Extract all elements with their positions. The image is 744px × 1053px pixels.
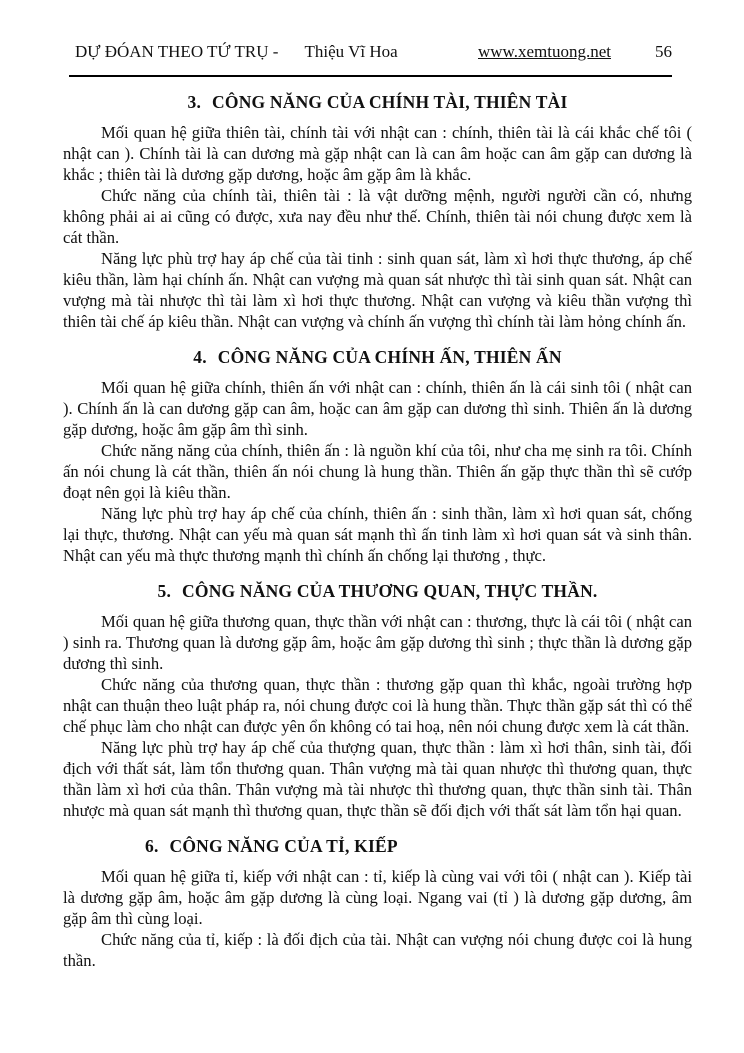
page-number: 56	[655, 42, 672, 61]
author-name: Thiệu Vĩ Hoa	[304, 42, 398, 61]
section-3-number: 3.	[187, 92, 202, 112]
paragraph: Năng lực phù trợ hay áp chế của chính, thiên ấn : sinh thần, làm xì hơi quan sát, chống lại thực, thương. Nhật can yếu mà quan sát mạnh thì ấn tinh làm xì hơi quan sát và sinh thân. Nhật can yếu mà thực thương mạnh thì chính ấn chống lại thương , thực.	[63, 504, 692, 565]
header-divider	[69, 75, 672, 77]
section-3	[63, 92, 692, 332]
section-6-number: 6.	[145, 836, 159, 856]
section-6-body	[63, 866, 692, 971]
section-6-heading	[145, 836, 692, 857]
header-right-group	[478, 42, 672, 62]
paragraph: Chức năng năng của chính, thiên ấn : là nguồn khí của tôi, như cha mẹ sinh ra tôi. Chính ấn nói chung là cát thần, thiên ấn nói chung là hung thần. Thiên ấn gặp thực thần thì sẽ cướp đoạt nên gọi là kiêu thần.	[63, 441, 692, 502]
paragraph: Năng lực phù trợ hay áp chế của thượng quan, thực thần : làm xì hơi thân, sinh tài, đối địch với thất sát, làm tổn thương quan. Thân vượng mà tài quan nhược thì thương quan, thực thần làm xì hơi của thân. Thân vượng mà tài nhược thì thương quan, thực thần sinh tài. Thân nhược mà quan sát mạnh thì thương quan, thực thần sẽ đối địch với thất sát làm tổn hại quan.	[63, 738, 692, 820]
paragraph: Mối quan hệ giữa chính, thiên ấn với nhật can : chính, thiên ấn là cái sinh tôi ( nhật can ). Chính ấn là can dương gặp can âm, hoặc can âm gặp can dương thì sinh. Thiên ấn là dương gặp dương, hoặc âm gặp âm thì sinh.	[63, 378, 692, 439]
section-5-title: CÔNG NĂNG CỦA THƯƠNG QUAN, THỰC THẦN.	[182, 581, 598, 601]
paragraph: Chức năng của chính tài, thiên tài : là vật dưỡng mệnh, người người cần có, nhưng không phải ai ai cũng có được, xưa nay đều như thế. Chính, thiên tài nói chung được xem là cát thần.	[63, 186, 692, 247]
section-6-title: CÔNG NĂNG CỦA TỈ, KIẾP	[169, 836, 398, 856]
book-title: DỰ ĐÓAN THEO TỨ TRỤ -	[75, 42, 279, 61]
section-6	[63, 836, 692, 971]
section-4-heading	[63, 347, 692, 368]
section-3-heading	[63, 92, 692, 113]
paragraph: Năng lực phù trợ hay áp chế của tài tinh : sinh quan sát, làm xì hơi thực thương, áp chế kiêu thần, làm hại chính ấn. Nhật can vượng mà quan sát nhược thì tài sinh quan sát. Nhật can vượng mà tài nhược thì tài làm xì hơi thực thương. Nhật can vượng và kiêu thần vượng thì thiên tài chế áp kiêu thần. Nhật can vượng và chính ấn vượng thì chính tài làm hỏng chính ấn.	[63, 249, 692, 331]
paragraph: Mối quan hệ giữa tỉ, kiếp với nhật can : tỉ, kiếp là cùng vai với tôi ( nhật can ). Kiếp tài là dương gặp âm, hoặc âm gặp dương là cùng loại. Ngang vai (tỉ ) là dương gặp dương, âm gặp âm thì cùng loại.	[63, 867, 692, 928]
section-4	[63, 347, 692, 566]
paragraph: Chức năng của tỉ, kiếp : là đối địch của tài. Nhật can vượng nói chung được coi là hung thần.	[63, 930, 692, 970]
section-4-body	[63, 377, 692, 566]
section-5-number: 5.	[157, 581, 172, 601]
section-5	[63, 581, 692, 821]
paragraph: Chức năng của thương quan, thực thần : thương gặp quan thì khắc, ngoài trường hợp nhật can thuận theo luật pháp ra, nói chung được coi là hung thần. Thực thần gặp sát thì có thể chế phục làm cho nhật can được yên ổn không có tai hoạ, nên nói chung được xem là cát thần.	[63, 675, 692, 736]
section-3-body	[63, 122, 692, 332]
section-3-title: CÔNG NĂNG CỦA CHÍNH TÀI, THIÊN TÀI	[212, 92, 568, 112]
website-link[interactable]: www.xemtuong.net	[478, 42, 611, 61]
paragraph: Mối quan hệ giữa thương quan, thực thần với nhật can : thương, thực là cái tôi ( nhật can ) sinh ra. Thương quan là dương gặp âm, hoặc âm gặp dương thì sinh ; thực thần là dương gặp dương thì sinh.	[63, 612, 692, 673]
paragraph: Mối quan hệ giữa thiên tài, chính tài với nhật can : chính, thiên tài là cái khắc chế tôi ( nhật can ). Chính tài là can dương mà gặp nhật can là can âm hoặc can âm gặp can dương là khắc ; thiên tài là dương gặp dương, hoặc âm gặp âm là khắc.	[63, 123, 692, 184]
section-4-title: CÔNG NĂNG CỦA CHÍNH ẤN, THIÊN ẤN	[217, 347, 562, 367]
section-5-heading	[63, 581, 692, 602]
section-5-body	[63, 611, 692, 821]
page-header	[63, 42, 692, 62]
section-4-number: 4.	[193, 347, 207, 367]
